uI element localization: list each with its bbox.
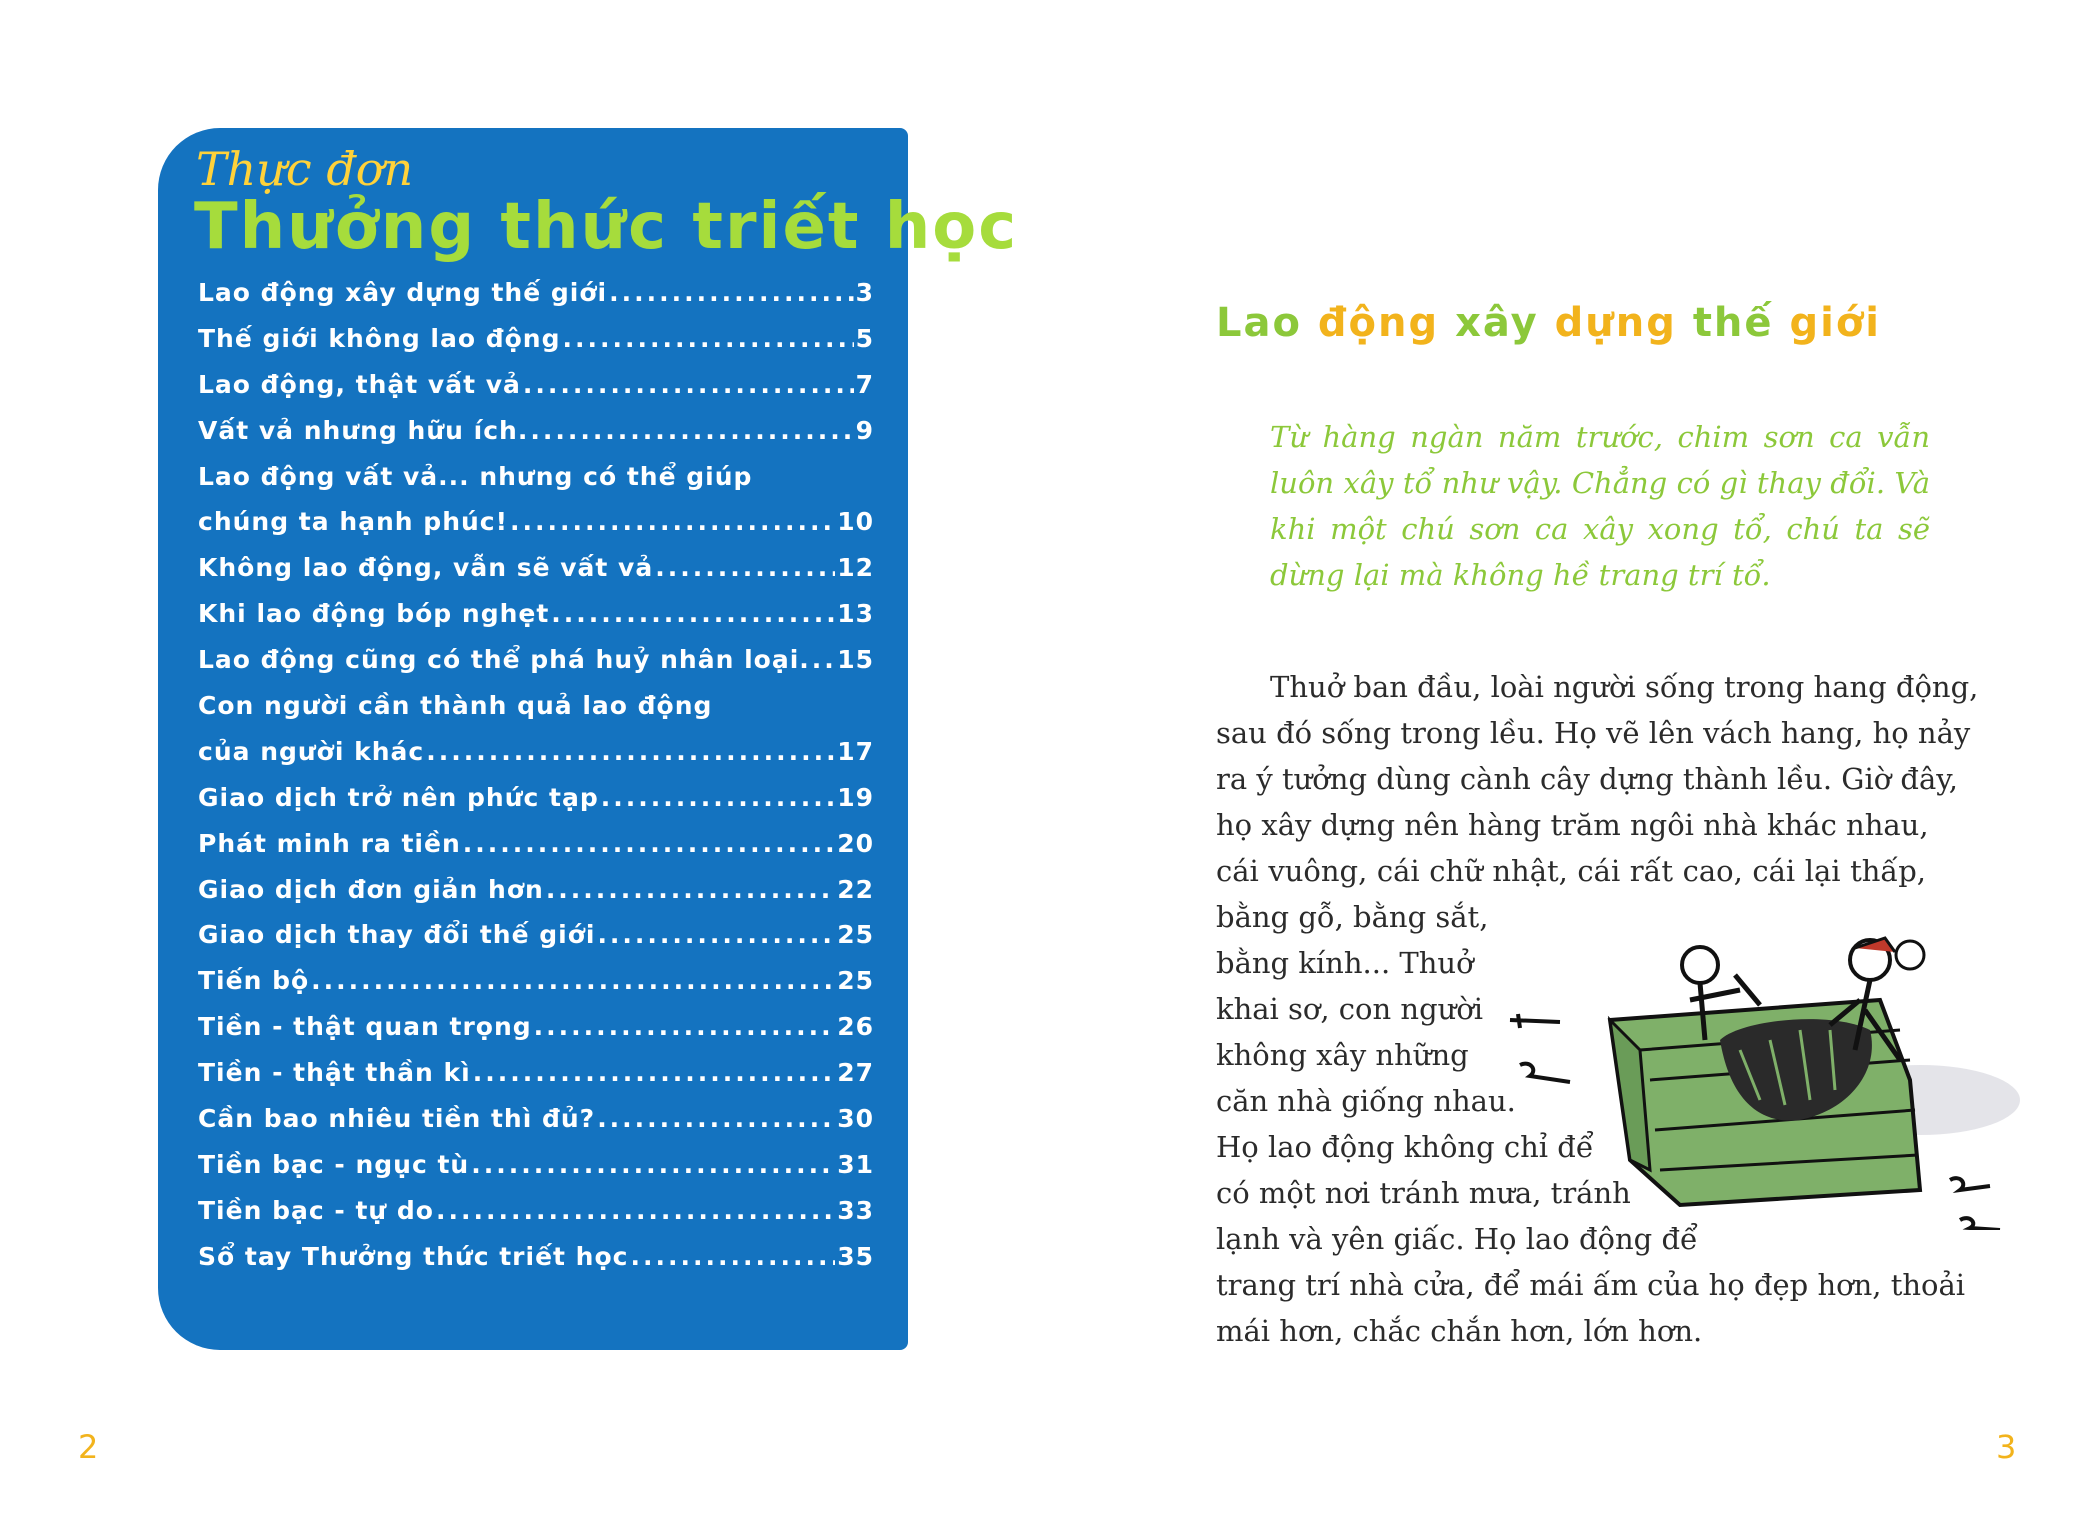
toc-entry-page: 31 bbox=[837, 1149, 874, 1179]
body-line: Thuở ban đầu, loài người sống trong hang động, bbox=[1270, 670, 1979, 704]
toc-leader-dots bbox=[523, 370, 854, 399]
toc-entry-label: Giao dịch thay đổi thế giới bbox=[198, 920, 596, 950]
toc-entry bbox=[198, 370, 874, 416]
toc-leader-dots bbox=[436, 1196, 835, 1225]
toc-entry-page: 25 bbox=[837, 920, 874, 950]
intro-quote: Từ hàng ngàn năm trước, chim sơn ca vẫn luôn xây tổ như vậy. Chẳng có gì thay đổi. Và khi một chú sơn ca xây xong tổ, chú ta sẽ dừng lại mà không hề trang trí tổ. bbox=[1270, 420, 1930, 592]
title-word: Lao bbox=[1216, 300, 1302, 346]
toc-entry bbox=[198, 1196, 874, 1242]
toc-entry-page: 20 bbox=[837, 828, 874, 858]
toc-entry bbox=[198, 507, 874, 553]
toc-entry-label: của người khác bbox=[198, 736, 425, 766]
toc-leader-dots bbox=[597, 920, 835, 949]
toc-leader-dots bbox=[655, 553, 835, 582]
toc-entry-page: 12 bbox=[837, 553, 874, 583]
toc-entry-label: Sổ tay Thưởng thức triết học bbox=[198, 1241, 629, 1271]
toc-entry-page: 22 bbox=[837, 874, 874, 904]
toc-entry-label: Tiền bạc - tự do bbox=[198, 1195, 434, 1225]
title-word: giới bbox=[1789, 300, 1882, 346]
toc-entry bbox=[198, 829, 874, 875]
title-word: dựng bbox=[1554, 300, 1677, 346]
toc-entry-label: Con người cần thành quả lao động bbox=[198, 691, 713, 721]
toc-entry-page: 33 bbox=[837, 1195, 874, 1225]
toc-entry-page: 9 bbox=[855, 415, 874, 445]
toc-entry bbox=[198, 324, 874, 370]
toc-leader-dots bbox=[311, 966, 835, 995]
toc-entry bbox=[198, 278, 874, 324]
toc-entry bbox=[198, 691, 874, 737]
toc-entry-label: Vất vả nhưng hữu ích. bbox=[198, 415, 529, 445]
left-page-number: 2 bbox=[78, 1428, 99, 1466]
body-line: trang trí nhà cửa, để mái ấm của họ đẹp hơn, thoải bbox=[1216, 1268, 1966, 1302]
toc-entry-label: Phát minh ra tiền bbox=[198, 828, 461, 858]
toc-entry bbox=[198, 920, 874, 966]
toc-entry-page: 15 bbox=[837, 645, 874, 675]
toc-leader-dots bbox=[601, 783, 835, 812]
toc-entry-page: 19 bbox=[837, 782, 874, 812]
toc-leader-dots bbox=[597, 1104, 835, 1133]
toc-entry-page: 3 bbox=[855, 278, 874, 307]
toc-entry-page: 26 bbox=[837, 1012, 874, 1042]
toc-entry-page: 13 bbox=[837, 599, 874, 629]
toc-entry-label: Lao động vất vả... nhưng có thể giúp bbox=[198, 461, 753, 491]
toc-entry-label: Tiền - thật thần kì bbox=[198, 1058, 471, 1088]
toc-entry bbox=[198, 599, 874, 645]
toc-list bbox=[198, 278, 874, 1288]
toc-entry-page: 17 bbox=[837, 736, 874, 766]
toc-entry bbox=[198, 553, 874, 599]
body-line: có một nơi tránh mưa, tránh bbox=[1216, 1176, 1631, 1210]
body-line: mái hơn, chắc chắn hơn, lớn hơn. bbox=[1216, 1314, 1703, 1348]
toc-leader-dots bbox=[609, 278, 854, 307]
toc-entry bbox=[198, 1104, 874, 1150]
toc-entry-label: chúng ta hạnh phúc! bbox=[198, 507, 509, 537]
toc-entry bbox=[198, 416, 874, 462]
body-line: căn nhà giống nhau. bbox=[1216, 1084, 1516, 1118]
title-word: xây bbox=[1455, 300, 1539, 346]
title-word: thế bbox=[1692, 300, 1774, 346]
article-title bbox=[1216, 300, 1881, 346]
body-line: sau đó sống trong lều. Họ vẽ lên vách hang, họ nảy bbox=[1216, 716, 1971, 750]
body-line: ra ý tưởng dùng cành cây dựng thành lều. Giờ đây, bbox=[1216, 762, 1959, 796]
toc-entry-page: 35 bbox=[837, 1241, 874, 1271]
toc-entry-label: Cần bao nhiêu tiền thì đủ? bbox=[198, 1104, 596, 1134]
right-page-number: 3 bbox=[1996, 1428, 2017, 1466]
toc-entry-label: Tiền - thật quan trọng bbox=[198, 1012, 532, 1042]
body-line: không xây những bbox=[1216, 1038, 1469, 1072]
toc-entry-label: Khi lao động bóp nghẹt bbox=[198, 599, 550, 629]
menu-label: Thực đơn bbox=[196, 142, 414, 196]
toc-leader-dots bbox=[471, 1150, 835, 1179]
body-line: Họ lao động không chỉ để bbox=[1216, 1130, 1594, 1164]
toc-entry bbox=[198, 1058, 874, 1104]
body-line: khai sơ, con người bbox=[1216, 992, 1484, 1026]
toc-entry-page: 27 bbox=[837, 1058, 874, 1088]
toc-entry bbox=[198, 1012, 874, 1058]
body-line: bằng kính... Thuở bbox=[1216, 946, 1474, 980]
toc-leader-dots bbox=[551, 599, 835, 628]
toc-leader-dots bbox=[534, 1012, 836, 1041]
toc-entry-page: 7 bbox=[855, 369, 874, 399]
toc-entry bbox=[198, 966, 874, 1012]
toc-entry-label: Tiền bạc - ngục tù bbox=[198, 1149, 470, 1179]
toc-entry bbox=[198, 645, 874, 691]
toc-entry-label: Giao dịch trở nên phức tạp bbox=[198, 782, 599, 812]
toc-entry bbox=[198, 875, 874, 921]
workers-building-illustration bbox=[1500, 930, 2030, 1230]
title-word: động bbox=[1317, 300, 1440, 346]
table-of-contents-panel bbox=[158, 128, 1019, 1350]
toc-entry-label: Lao động xây dựng thế giới bbox=[198, 278, 608, 307]
toc-entry-label: Tiến bộ bbox=[198, 966, 310, 996]
toc-entry bbox=[198, 1242, 874, 1288]
toc-leader-dots bbox=[426, 737, 835, 766]
toc-entry-page: 25 bbox=[837, 966, 874, 996]
body-line: lạnh và yên giấc. Họ lao động để bbox=[1216, 1222, 1698, 1256]
body-line: cái vuông, cái chữ nhật, cái rất cao, cái lại thấp, bbox=[1216, 854, 1926, 888]
body-line: họ xây dựng nên hàng trăm ngôi nhà khác nhau, bbox=[1216, 808, 1929, 842]
toc-entry-label: Lao động cũng có thể phá huỷ nhân loại. bbox=[198, 645, 810, 675]
toc-entry-label: Thế giới không lao động bbox=[198, 323, 561, 353]
toc-leader-dots bbox=[563, 324, 854, 353]
toc-leader-dots bbox=[510, 507, 835, 536]
toc-entry-page: 10 bbox=[837, 507, 874, 537]
toc-leader-dots bbox=[530, 416, 853, 445]
toc-leader-dots bbox=[463, 829, 835, 858]
toc-entry-label: Lao động, thật vất vả bbox=[198, 369, 521, 399]
toc-entry-page: 30 bbox=[837, 1104, 874, 1134]
body-line: bằng gỗ, bằng sắt, bbox=[1216, 900, 1489, 934]
toc-entry bbox=[198, 462, 874, 508]
toc-leader-dots bbox=[546, 875, 835, 904]
toc-entry bbox=[198, 737, 874, 783]
toc-entry bbox=[198, 783, 874, 829]
toc-entry-page: 5 bbox=[855, 323, 874, 353]
series-title: Thưởng thức triết học bbox=[194, 190, 1019, 264]
toc-entry-label: Không lao động, vẫn sẽ vất vả bbox=[198, 553, 654, 583]
toc-entry bbox=[198, 1150, 874, 1196]
toc-leader-dots bbox=[473, 1058, 835, 1087]
toc-leader-dots bbox=[630, 1242, 835, 1271]
toc-leader-dots bbox=[812, 645, 835, 674]
toc-entry-label: Giao dịch đơn giản hơn bbox=[198, 874, 544, 904]
